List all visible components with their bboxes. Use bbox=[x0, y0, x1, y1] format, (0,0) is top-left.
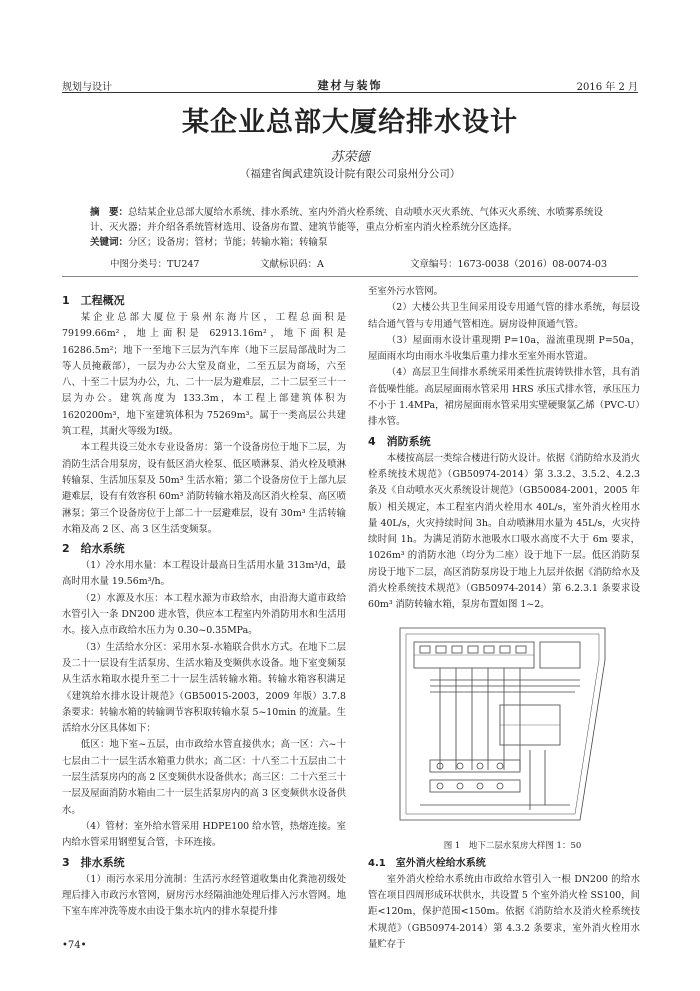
paragraph: （1）雨污水采用分流制：生活污水经管道收集由化粪池初级处理后排入市政污水管网，厨房污水经隔油池处理后排入污水管网。地下室车库冲洗等废水由设于集水坑内的排水泵提升排 bbox=[62, 873, 346, 918]
keywords-label: 关键词： bbox=[90, 237, 129, 248]
keywords bbox=[90, 235, 610, 250]
abstract-block bbox=[90, 205, 610, 250]
pump bbox=[500, 646, 510, 653]
paragraph: 本工程共设三处水专业设备房：第一个设备房位于地下二层，为消防生活合用泵房，设有低区消火栓泵、低区喷淋泵、消火栓及喷淋转输泵、生活加压泵及 50m³ 生活水箱；第二个设备房位于上部九层避难层，设有有效容积 60m³ 消防转输水箱及高区消火栓泵、高区喷淋泵；第三个设备房位于上部二十一层避难层，设有 30m³ 生活转输水箱及高 2 区、高 3 区生活变频泵。 bbox=[62, 442, 346, 535]
section-4-title: 4 消防系统 bbox=[368, 434, 431, 448]
paragraph: （4）管材：室外给水管采用 HDPE100 给水管，热熔连接。室内给水管采用钢塑复合管，卡环连接。 bbox=[62, 820, 346, 849]
abstract-text: 总结某企业总部大厦给水系统、排水系统、室内外消火栓系统、自动喷水灭火系统、气体灭火系统、水喷雾系统设计、灭火器；并介绍各系统管材选用、设备房布置、建筑节能等，重点分析室内消火栓系统分区选择。 bbox=[90, 207, 604, 233]
paragraph: （3）屋面雨水设计重现期 P=10a，溢流重现期 P=50a，屋面雨水均由雨水斗收集后重力排水至室外雨水管道。 bbox=[368, 334, 640, 363]
clc-number: 中图分类号：TU247 bbox=[110, 259, 200, 270]
pump bbox=[484, 646, 494, 653]
header-journal-name: 建材与装饰 bbox=[317, 79, 383, 92]
pump bbox=[516, 646, 526, 653]
article-number: 文章编号：1673-0038（2016）08-0074-03 bbox=[410, 259, 608, 270]
room-outline bbox=[400, 628, 605, 820]
abstract-label: 摘 要： bbox=[90, 207, 129, 218]
section-3-title: 3 排水系统 bbox=[62, 855, 125, 869]
abstract bbox=[90, 205, 610, 235]
section-4-1-title: 4.1 室外消火栓给水系统 bbox=[368, 857, 486, 869]
right-column bbox=[368, 284, 640, 953]
pump-base bbox=[430, 760, 520, 772]
paragraph: （2）水源及水压：本工程水源为市政给水，由沿海大道市政给水管引入一条 DN200 进水管，供应本工程室内外消防用水和生活用水。接入点市政给水压力为 0.30~0.35MPa。 bbox=[62, 592, 346, 637]
paragraph: 某企业总部大厦位于泉州东海片区，工程总面积是79199.66m²，地上面积是 62913.16m²，地下面积是 16286.5m²；地下一至地下三层为汽车库（地下三层局部战时为二等人员掩蔽部），一层为办公大堂及商业，二至五层为商场，六至八、十至二十层为办公，九、二十一层为避难层，二十二层至三十一层为办公。建筑高度为 133.3m，本工程上部建筑体积为 1620200m³，地下室建筑体积为 75269m³。属于一类高层公共建筑工程，其耐火等级为Ⅰ级。 bbox=[62, 312, 346, 438]
figure-pump-room bbox=[380, 620, 630, 840]
page-number: •74• bbox=[62, 940, 87, 951]
pump bbox=[420, 646, 430, 653]
pump bbox=[468, 646, 478, 653]
author: 苏荣德 bbox=[330, 150, 370, 165]
header-left: 规划与设计 bbox=[62, 82, 112, 93]
pump bbox=[452, 646, 462, 653]
figure-caption: 图 1 地下二层水泵房大样图 1：50 bbox=[443, 840, 582, 851]
paragraph: （4）高层卫生间排水系统采用柔性抗震铸铁排水管，具有消音低噪性能。高层屋面雨水管采用 HRS 承压式排水管，承压压力不小于 1.4MPa，裙房屋面雨水管采用实壁硬聚氯乙烯（PVC-U）排水管。 bbox=[368, 367, 640, 428]
header-rule bbox=[62, 92, 638, 93]
pump-room-drawing bbox=[380, 620, 630, 840]
section-1-title: 1 工程概况 bbox=[62, 294, 125, 307]
header-date: 2016 年 2 月 bbox=[576, 82, 638, 93]
affiliation: （福建省闽武建筑设计院有限公司泉州分公司） bbox=[239, 168, 461, 180]
pump bbox=[436, 646, 446, 653]
document-code: 文献标识码：A bbox=[260, 259, 324, 270]
paragraph: 本楼按高层一类综合楼进行防火设计。依据《消防给水及消火栓系统技术规范》（GB50974-2014）第 3.3.2、3.5.2、4.2.3 条及《自动喷水灭火系统设计规范》（GB50084-2001，2005 年版）相关规定，本工程室内消火栓用水 40L/s，室外消火栓用水量 40L/s，火灾持续时间 3h。自动喷淋用水量为 45L/s，火灾持续时间 1h。为满足消防水池吸水口吸水高度不大于 6m 要求，1026m³ 的消防水池（均分为二座）设于地下一层。低区消防泵房设于地下二层，高区消防泵房设于地上九层并依据《消防给水及消火栓系统技术规范》（GB50974-2014）第 6.2.3.1 条要求设 60m³ 消防转输水箱，泵房布置如图 1~2。 bbox=[368, 452, 640, 611]
control-panel bbox=[540, 642, 580, 668]
keywords-text: 分区；设备房；管材；节能；转输水箱；转输泵 bbox=[128, 237, 328, 248]
paragraph: （3）生活给水分区：采用水泵-水箱联合供水方式。在地下二层及二十一层设有生活泵房、生活水箱及变频供水设备。地下室变频泵从生活水箱取水提升至二十一层生活转输水箱。转输水箱容积满足《建筑给水排水设计规范》（GB50015-2003，2009 年版）3.7.8 条要求：转输水箱的转输调节容积取转输水泵 5~10min 的流量。生活给水分区具体如下： bbox=[62, 641, 347, 735]
section-2-title: 2 给水系统 bbox=[62, 542, 125, 556]
meta-rule bbox=[62, 276, 638, 277]
paragraph: （1）冷水用水量：本工程设计最高日生活用水量 313m³/d，最高时用水量 19.56m³/h。 bbox=[62, 560, 346, 588]
left-column bbox=[62, 290, 346, 920]
paragraph: （2）大楼公共卫生间采用设专用通气管的排水系统，每层设结合通气管与专用通气管相连。厨房设伸顶通气管。 bbox=[368, 302, 640, 330]
paragraph: 至室外污水管网。 bbox=[368, 286, 444, 297]
paragraph: 低区：地下室~五层，由市政给水管直接供水；高一区：六~十七层由二十一层生活水箱重力供水；高二区：十八至二十五层由二十一层生活泵房内的高 2 区变频供水设备供水；高三区：二十六至三十一层及屋面消防水箱由二十一层生活泵房内的高 3 区变频供水设备供水。 bbox=[62, 739, 346, 816]
paper-title: 某企业总部大厦给排水设计 bbox=[182, 107, 518, 138]
paragraph: 室外消火栓给水系统由市政给水管引入一根 DN200 的给水管在项目四周形成环状供水，共设置 5 个室外消火栓 SS100，间距<120m，保护范围<150m。依据《消防给水及消火栓系统技术规范》（GB50974-2014）第 4.3.2 条要求，室外消火栓用水量贮存于 bbox=[368, 873, 640, 950]
pump-base bbox=[430, 780, 520, 792]
